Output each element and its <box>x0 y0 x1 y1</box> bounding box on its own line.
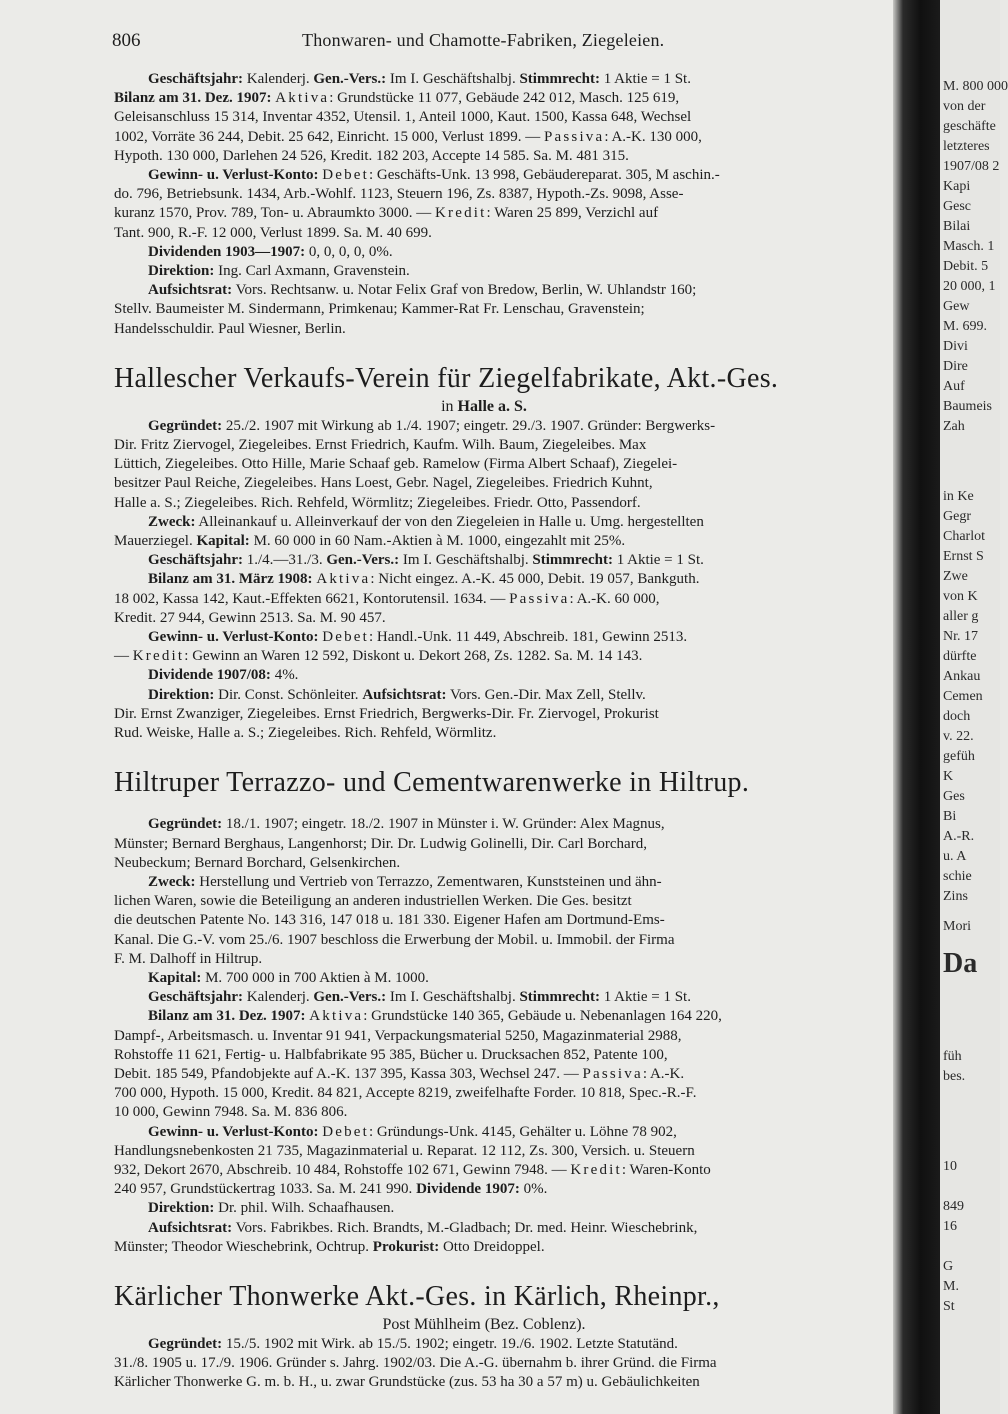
facing-page-fragment: Mori <box>943 919 971 934</box>
field-label: Gewinn- u. Verlust-Konto: <box>148 1123 319 1140</box>
facing-page-fragment: Debit. 5 <box>943 259 989 274</box>
facing-page-fragment: 16 <box>943 1219 957 1234</box>
field-label: Stimmrecht: <box>519 989 600 1006</box>
field-label: Zweck: <box>148 873 196 890</box>
text-run: Vors. Rechtsanw. u. Notar Felix Graf von Bredow, Berlin, W. Uhlandstr 160; <box>232 282 697 299</box>
field-label: Gegründet: <box>148 417 223 434</box>
field-label: Zweck: <box>148 513 196 530</box>
facing-page-fragment: St <box>943 1299 955 1314</box>
facing-page-fragment: Zwe <box>943 569 968 584</box>
text-run: kuranz 1570, Prov. 789, Ton- u. Abraumkto 3000. — <box>114 205 436 222</box>
entry-line <box>114 1103 898 1122</box>
text-run: Im I. Geschäftshalbj. <box>399 552 533 569</box>
text-run: : Grundstücke 140 365, Gebäude u. Nebenanlagen 164 220, <box>363 1008 722 1025</box>
text-run: F. M. Dalhoff in Hiltrup. <box>114 950 263 967</box>
text-run: Passiva <box>582 1065 643 1082</box>
facing-page-fragment: Auf <box>943 379 965 394</box>
text-run: : Gewinn an Waren 12 592, Diskont u. Dekort 268, Zs. 1282. Sa. M. 14 143. <box>184 648 643 665</box>
text-run: 1 Aktie = 1 St. <box>612 552 704 569</box>
text-run: Debet <box>322 1123 370 1140</box>
facing-page-fragment: letzteres <box>943 139 990 154</box>
facing-page-fragment: M. 699. <box>943 319 987 334</box>
entry-line <box>114 204 898 223</box>
text-run: : Waren 25 899, Verzichl auf <box>486 205 659 222</box>
field-label: Direktion: <box>148 263 215 280</box>
field-label: Aufsichtsrat: <box>148 1219 233 1236</box>
text-run: 0, 0, 0, 0, 0%. <box>305 243 393 260</box>
text-run: 10 000, Gewinn 7948. Sa. M. 836 806. <box>114 1104 348 1121</box>
entry-line <box>114 128 898 147</box>
facing-page-fragment: Zins <box>943 889 968 904</box>
text-run: 1./4.—31./3. <box>242 552 327 569</box>
text-run: : A.-K. 60 000, <box>569 590 660 607</box>
text-run: Handlungsnebenkosten 21 735, Magazinmaterial u. Reparat. 12 112, Zs. 300, Versich. u. Steuern <box>114 1142 695 1159</box>
field-label: Prokurist: <box>372 1238 440 1255</box>
entry-line <box>114 815 898 834</box>
text-run: Handelsschuldir. Paul Wiesner, Berlin. <box>114 320 346 337</box>
entry-line <box>114 70 898 89</box>
section-gap <box>114 339 898 361</box>
text-run: Lüttich, Ziegeleibes. Otto Hille, Marie Schaaf geb. Ramelow (Firma Albert Schaaf), Ziegelei- <box>114 456 678 473</box>
entry-line <box>114 494 898 513</box>
facing-page-fragment: Divi <box>943 339 968 354</box>
entry-line <box>114 166 898 185</box>
entry-line <box>114 243 898 262</box>
text-run: Post Mühlheim (Bez. Coblenz). <box>382 1315 586 1333</box>
text-run: Kärlicher Thonwerke G. m. b. H., u. zwar Grundstücke (zus. 53 ha 30 a 57 m) u. Gebäulichkeiten <box>114 1374 700 1391</box>
facing-page-fragment: Masch. 1 <box>943 239 995 254</box>
entry-line <box>114 705 898 724</box>
company-location <box>114 1315 854 1335</box>
text-run: do. 796, Betriebsunk. 1434, Arb.-Wohlf. 1123, Steuern 196, Zs. 8387, Hypoth.-Zs. 9098, Asse- <box>114 186 684 203</box>
text-run: : Waren-Konto <box>621 1161 711 1178</box>
facing-page-fragment: M. <box>943 1279 959 1294</box>
entry-line <box>114 1238 898 1257</box>
facing-page-fragment: Dire <box>943 359 968 374</box>
field-label: Kapital: <box>148 969 202 986</box>
entry-line <box>114 1142 898 1161</box>
entry-line <box>114 1199 898 1218</box>
text-run: 31./8. 1905 u. 17./9. 1906. Gründer s. Jahrg. 1902/03. Die A.-G. übernahm b. ihrer Gründ. die Firma <box>114 1355 717 1372</box>
field-label: Gen.-Vers.: <box>313 71 387 87</box>
facing-page-fragment: u. A <box>943 849 967 864</box>
entry-line <box>114 969 898 988</box>
facing-page-fragment: von der <box>943 99 986 114</box>
entry-line <box>114 570 898 589</box>
facing-page-fragment: Zah <box>943 419 965 434</box>
text-run: 0%. <box>519 1181 548 1198</box>
text-run: Dir. Fritz Ziervogel, Ziegeleibes. Ernst Friedrich, Kaufm. Wilh. Baum, Ziegeleibes. Max <box>114 437 647 454</box>
facing-page-fragment: Nr. 17 <box>943 629 978 644</box>
entry-line <box>114 873 898 892</box>
entry-line <box>114 532 898 551</box>
facing-page-fragment: doch <box>943 709 971 724</box>
text-run: : Grundstücke 11 077, Gebäude 242 012, Masch. 125 619, <box>329 90 680 107</box>
text-run: die deutschen Patente No. 143 316, 147 018 u. 181 330. Eigener Hafen am Dortmund-Ems- <box>114 912 665 929</box>
field-label: Gewinn- u. Verlust-Konto: <box>148 167 319 184</box>
text-run: Vors. Gen.-Dir. Max Zell, Stellv. <box>446 686 646 703</box>
entry-line <box>114 551 898 570</box>
text-run: Rud. Weiske, Halle a. S.; Ziegeleibes. Rich. Rehfeld, Wörmlitz. <box>114 725 497 742</box>
entry-line <box>114 89 898 108</box>
text-run: Vors. Fabrikbes. Rich. Brandts, M.-Gladbach; Dr. med. Heinr. Wieschebrink, <box>232 1219 698 1236</box>
entry-line <box>114 854 898 873</box>
text-run: 700 000, Hypoth. 15 000, Kredit. 84 821, Accepte 8219, zweifelhafte Forder. 10 818, Spec.-R.-F. <box>114 1085 697 1102</box>
text-run: : Gründungs-Unk. 4145, Gehälter u. Löhne 78 902, <box>369 1123 677 1140</box>
text-run: Passiva <box>543 128 605 145</box>
page-number: 806 <box>112 30 141 51</box>
facing-page-fragment: Ernst S <box>943 549 984 564</box>
text-run: Im I. Geschäftshalbj. <box>386 71 520 87</box>
company-heading: Hallescher Verkaufs-Verein für Ziegelfabrikate, Akt.-Ges. <box>114 362 779 394</box>
field-label: Direktion: <box>148 1200 215 1217</box>
facing-page-fragment: dürfte <box>943 649 977 664</box>
entry-line <box>114 1027 898 1046</box>
text-run: 932, Dekort 2670, Abschreib. 10 484, Rohstoffe 102 671, Gewinn 7948. — <box>114 1161 571 1178</box>
facing-page-fragment: Gesc <box>943 199 971 214</box>
text-run: : Nicht eingez. A.-K. 45 000, Debit. 19 057, Bankguth. <box>370 571 700 588</box>
facing-page-fragment: v. 22. <box>943 729 974 744</box>
entry-line <box>114 724 898 743</box>
field-label: Dividenden 1903—1907: <box>148 243 306 260</box>
book-gutter <box>893 0 943 1414</box>
facing-page-fragment: 20 000, 1 <box>943 279 996 294</box>
field-label: Gegründet: <box>148 816 223 833</box>
facing-page-fragment: Kapi <box>943 179 971 194</box>
entry-line <box>114 262 898 281</box>
entry-line <box>114 1007 898 1026</box>
facing-page-fragment: G <box>943 1259 954 1274</box>
field-label: Aufsichtsrat: <box>362 686 447 703</box>
entry-line <box>114 320 898 339</box>
section-gap <box>114 743 898 765</box>
entry-line <box>114 455 898 474</box>
text-run: Kalenderj. <box>242 989 314 1006</box>
field-label: Bilanz am 31. Dez. 1907: <box>148 1008 306 1025</box>
facing-page-fragment: 849 <box>943 1199 964 1214</box>
text-run: Otto Dreidoppel. <box>439 1238 545 1255</box>
facing-page-fragment: Da <box>943 948 978 979</box>
field-label: Stimmrecht: <box>519 71 600 87</box>
text-run: Im I. Geschäftshalbj. <box>386 989 520 1006</box>
text-run: Dir. Ernst Zwanziger, Ziegeleibes. Ernst Friedrich, Bergwerks-Dir. Fr. Ziervogel, Prokurist <box>114 705 659 722</box>
facing-page-fragment: Bilai <box>943 219 971 234</box>
company-heading: Hiltruper Terrazzo- und Cementwarenwerke in Hiltrup. <box>114 767 750 799</box>
text-run: Dir. Const. Schönleiter. <box>214 686 363 703</box>
facing-page-fragment: Gegr <box>943 509 971 524</box>
facing-page-fragment: Ges <box>943 789 965 804</box>
section-gap <box>114 1257 898 1279</box>
entry-line <box>114 1335 898 1354</box>
text-run: Kredit <box>132 648 185 665</box>
facing-page-fragment: A.-R. <box>943 829 975 844</box>
entry-line <box>114 609 898 628</box>
facing-page-fragment: 10 <box>943 1159 957 1174</box>
running-title: Thonwaren- und Chamotte-Fabriken, Ziegeleien. <box>302 30 665 50</box>
field-label: Stimmrecht: <box>532 552 613 569</box>
text-run: Debet <box>322 629 370 646</box>
text-run: Passiva <box>509 590 570 607</box>
company-heading: Kärlicher Thonwerke Akt.-Ges. in Kärlich, Rheinpr., <box>114 1280 720 1312</box>
facing-page-edge <box>940 0 1008 1414</box>
text-run: : Handl.-Unk. 11 449, Abschreib. 181, Gewinn 2513. <box>369 629 688 646</box>
field-label: Dividende 1907/08: <box>148 667 271 684</box>
text-run: 1 Aktie = 1 St. <box>599 71 691 87</box>
text-run: 4%. <box>270 667 299 684</box>
text-run: 18./1. 1907; eingetr. 18./2. 1907 in Münster i. W. Gründer: Alex Magnus, <box>222 816 665 833</box>
text-run: Dr. phil. Wilh. Schaafhausen. <box>214 1200 395 1217</box>
text-run: Dampf-, Arbeitsmasch. u. Inventar 91 941, Verpackungsmaterial 5250, Magazinmaterial 2988, <box>114 1027 682 1044</box>
entry-line <box>114 513 898 532</box>
entry-line <box>114 686 898 705</box>
company-location <box>114 397 854 417</box>
entry-line <box>114 300 898 319</box>
field-label: Kapital: <box>196 533 250 550</box>
facing-page-fragment: 1907/08 2 <box>943 159 1000 174</box>
field-label: Gegründet: <box>148 1335 223 1352</box>
text-run: M. 700 000 in 700 Aktien à M. 1000. <box>201 969 429 986</box>
text-run: 25./2. 1907 mit Wirkung ab 1./4. 1907; eingetr. 29./3. 1907. Gründer: Bergwerks- <box>222 417 716 434</box>
entry-line <box>114 281 898 300</box>
entry-line <box>114 474 898 493</box>
facing-page-fragment: Ankau <box>943 669 981 684</box>
entry-line <box>114 1046 898 1065</box>
text-run: Ing. Carl Axmann, Gravenstein. <box>214 263 410 280</box>
field-label: Dividende 1907: <box>416 1181 520 1198</box>
entry-line <box>114 647 898 666</box>
page-header <box>112 30 892 56</box>
text-run: Tant. 900, R.-F. 12 000, Verlust 1899. Sa. M. 40 699. <box>114 224 432 241</box>
text-run: Münster; Theodor Wieschebrink, Ochtrup. <box>114 1238 373 1255</box>
text-run: Rohstoffe 11 621, Fertig- u. Halbfabrikate 95 385, Bücher u. Drucksachen 852, Patente 100, <box>114 1046 668 1063</box>
text-run: : Geschäfts-Unk. 13 998, Gebäudereparat. 305, M aschin.- <box>369 167 720 184</box>
text-run: Aktiva <box>316 571 371 588</box>
facing-page-fragment: füh <box>943 1049 962 1064</box>
entry-line <box>114 1084 898 1103</box>
text-run: Halle a. S.; Ziegeleibes. Rich. Rehfeld, Wörmlitz; Ziegeleibes. Friedr. Otto, Passendorf. <box>114 494 641 511</box>
facing-page-fragment: Charlot <box>943 529 985 544</box>
text-run: Kalenderj. <box>242 71 314 87</box>
facing-page-fragment: Gew <box>943 299 970 314</box>
field-label: Halle a. S. <box>457 397 527 415</box>
entry-line <box>114 1354 898 1373</box>
text-run: 1 Aktie = 1 St. <box>599 989 691 1006</box>
facing-page-fragment: in Ke <box>943 489 974 504</box>
text-run: Mauerziegel. <box>114 533 197 550</box>
facing-page-fragment: von K <box>943 589 978 604</box>
text-run: in <box>441 397 458 415</box>
entry-line <box>114 108 898 127</box>
text-run: Kredit <box>570 1161 622 1178</box>
text-run: Stellv. Baumeister M. Sindermann, Primkenau; Kammer-Rat Fr. Lenschau, Gravenstein; <box>114 301 645 318</box>
text-run: 15./5. 1902 mit Wirk. ab 15./5. 1902; eingetr. 19./6. 1902. Letzte Statutänd. <box>222 1335 678 1352</box>
entry-line <box>114 185 898 204</box>
field-label: Geschäftsjahr: <box>148 71 243 87</box>
field-label: Gewinn- u. Verlust-Konto: <box>148 629 319 646</box>
field-label: Aufsichtsrat: <box>148 282 233 299</box>
text-run: 240 957, Grundstückertrag 1033. Sa. M. 241 990. <box>114 1181 417 1198</box>
entry-line <box>114 1123 898 1142</box>
facing-page-fragment: gefüh <box>943 749 975 764</box>
text-run: Kredit. 27 944, Gewinn 2513. Sa. M. 90 457. <box>114 609 386 626</box>
page-body <box>114 70 898 1393</box>
text-run: M. 60 000 in 60 Nam.-Aktien à M. 1000, eingezahlt mit 25%. <box>249 533 626 550</box>
text-run: Aktiva <box>275 90 330 107</box>
facing-page-fragment: bes. <box>943 1069 966 1084</box>
field-label: Direktion: <box>148 686 215 703</box>
entry-line <box>114 892 898 911</box>
entry-line <box>114 436 898 455</box>
entry-line <box>114 931 898 950</box>
facing-page-fragment: K <box>943 769 954 784</box>
entry-line <box>114 1219 898 1238</box>
text-run: Debet <box>322 167 370 184</box>
text-run: : A.-K. <box>642 1065 685 1082</box>
field-label: Gen.-Vers.: <box>313 989 387 1006</box>
entry-line <box>114 988 898 1007</box>
entry-line <box>114 1373 898 1392</box>
entry-line <box>114 224 898 243</box>
entry-line <box>114 628 898 647</box>
text-run: Geleisanschluss 15 314, Inventar 4352, Utensil. 1, Anteil 1000, Kaut. 1500, Kassa 648, Wechsel <box>114 109 692 126</box>
field-label: Bilanz am 31. Dez. 1907: <box>114 90 272 107</box>
text-run: Herstellung und Vertrieb von Terrazzo, Zementwaren, Kunststeinen und ähn- <box>195 873 662 890</box>
facing-page-fragment: Bi <box>943 809 957 824</box>
entry-line <box>114 666 898 685</box>
field-label: Geschäftsjahr: <box>148 552 243 569</box>
text-run: 1002, Vorräte 36 244, Debit. 25 642, Einricht. 15 000, Verlust 1899. — <box>114 128 544 145</box>
entry-line <box>114 950 898 969</box>
text-run: — <box>114 648 133 665</box>
entry-line <box>114 1065 898 1084</box>
text-run: Kredit <box>435 205 487 222</box>
facing-page-fragment: aller g <box>943 609 979 624</box>
facing-page-fragment: Cemen <box>943 689 983 704</box>
text-run: Hypoth. 130 000, Darlehen 24 526, Kredit. 182 203, Accepte 14 585. Sa. M. 481 315. <box>114 147 629 164</box>
text-run: Alleinankauf u. Alleinverkauf der von den Ziegeleien in Halle u. Umg. hergestellten <box>195 513 704 530</box>
field-label: Gen.-Vers.: <box>326 552 400 569</box>
text-run: : A.-K. 130 000, <box>604 128 702 145</box>
entry-line <box>114 147 898 166</box>
text-run: lichen Waren, sowie die Beteiligung an anderen industriellen Werken. Die Ges. besitzt <box>114 893 632 910</box>
text-run: Aktiva <box>309 1008 364 1025</box>
entry-line <box>114 911 898 930</box>
entry-line <box>114 1180 898 1199</box>
facing-page-fragment: M. 800 000 <box>943 79 1008 94</box>
heading-gap <box>114 801 898 815</box>
text-run: 18 002, Kassa 142, Kaut.-Effekten 6621, Kontorutensil. 1634. — <box>114 590 510 607</box>
entry-line <box>114 417 898 436</box>
text-run: Debit. 185 549, Pfandobjekte auf A.-K. 137 395, Kassa 303, Wechsel 247. — <box>114 1065 583 1082</box>
text-run: Kanal. Die G.-V. vom 25./6. 1907 beschloss die Erwerbung der Mobil. u. Immobil. der Firma <box>114 931 675 948</box>
facing-page-fragment: Baumeis <box>943 399 992 414</box>
entry-line <box>114 590 898 609</box>
text-run: Neubeckum; Bernard Borchard, Gelsenkirchen. <box>114 854 401 871</box>
entry-line <box>114 835 898 854</box>
text-run: besitzer Paul Reiche, Ziegeleibes. Hans Loest, Gebr. Nagel, Ziegeleibes. Friedrich Kuhnt, <box>114 475 653 492</box>
facing-page-fragment: schie <box>943 869 972 884</box>
field-label: Geschäftsjahr: <box>148 989 243 1006</box>
field-label: Bilanz am 31. März 1908: <box>148 571 313 588</box>
facing-page-fragment: geschäfte <box>943 119 996 134</box>
text-run: Münster; Bernard Berghaus, Langenhorst; Dir. Dr. Ludwig Golinelli, Dir. Carl Borchard, <box>114 835 647 852</box>
entry-line <box>114 1161 898 1180</box>
